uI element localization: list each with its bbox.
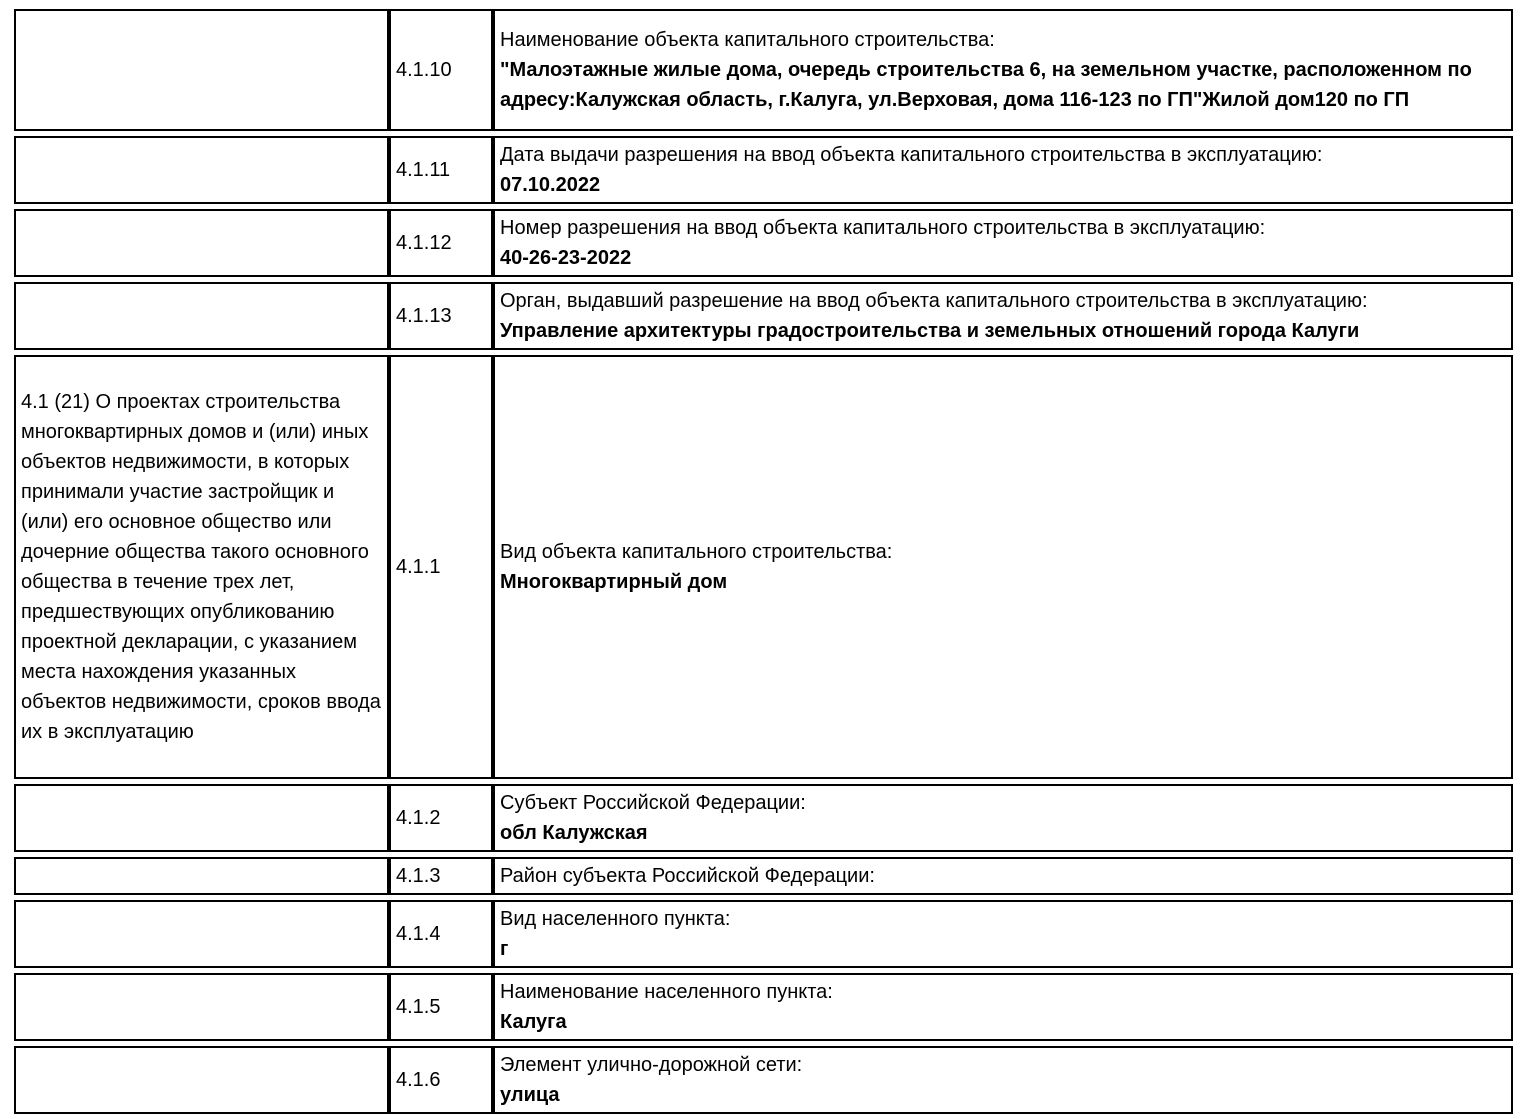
row-code: 4.1.1 (389, 355, 493, 779)
row-label: Район субъекта Российской Федерации: (500, 865, 875, 887)
row-content (493, 784, 1513, 852)
row-code: 4.1.2 (389, 784, 493, 852)
row-content (493, 282, 1513, 350)
table-row-4-1-3 (14, 857, 1513, 895)
row-code: 4.1.12 (389, 209, 493, 277)
row-label: Дата выдачи разрешения на ввод объекта капитального строительства в эксплуатацию: (500, 144, 1323, 166)
row-label: Вид населенного пункта: (500, 908, 731, 930)
project-declaration-table (14, 4, 1513, 1119)
row-code: 4.1.6 (389, 1046, 493, 1114)
empty-cell (14, 857, 389, 895)
row-code: 4.1.4 (389, 900, 493, 968)
row-label: Наименование объекта капитального строительства: (500, 29, 995, 51)
empty-cell (14, 973, 389, 1041)
row-label: Наименование населенного пункта: (500, 981, 833, 1003)
empty-cell (14, 900, 389, 968)
empty-cell (14, 9, 389, 131)
row-content (493, 973, 1513, 1041)
row-value: 40-26-23-2022 (500, 247, 632, 269)
row-content (493, 900, 1513, 968)
row-content (493, 857, 1513, 895)
table-row-4-1-4 (14, 900, 1513, 968)
row-value: Калуга (500, 1011, 567, 1033)
row-value: обл Калужская (500, 822, 648, 844)
table-row-4-1-6 (14, 1046, 1513, 1114)
row-label: Орган, выдавший разрешение на ввод объекта капитального строительства в эксплуатацию: (500, 290, 1368, 312)
row-value: улица (500, 1084, 560, 1106)
row-value: г (500, 938, 509, 960)
document-page (0, 4, 1529, 1106)
empty-cell (14, 136, 389, 204)
row-code: 4.1.5 (389, 973, 493, 1041)
table-row-4-1-2 (14, 784, 1513, 852)
row-code: 4.1.10 (389, 9, 493, 131)
table-row-4-1-12 (14, 209, 1513, 277)
empty-cell (14, 282, 389, 350)
empty-cell (14, 1046, 389, 1114)
row-content (493, 355, 1513, 779)
row-value: Управление архитектуры градостроительства и земельных отношений города Калуги (500, 320, 1360, 342)
table-row-4-1-5 (14, 973, 1513, 1041)
row-label: Субъект Российской Федерации: (500, 792, 806, 814)
row-content (493, 9, 1513, 131)
row-content (493, 209, 1513, 277)
empty-cell (14, 209, 389, 277)
table-row-4-1-10 (14, 9, 1513, 131)
row-code: 4.1.11 (389, 136, 493, 204)
empty-cell (14, 784, 389, 852)
table-row-4-1-11 (14, 136, 1513, 204)
row-value: 07.10.2022 (500, 174, 601, 196)
row-code: 4.1.13 (389, 282, 493, 350)
section-note-cell: 4.1 (21) О проектах строительства многоквартирных домов и (или) иных объектов недвижимости, в которых принимали участие застройщик и (или) его основное общество или дочерние общества такого основного общества в течение трех лет, предшествующих опубликованию проектной декларации, с указанием места нахождения указанных объектов недвижимости, сроков ввода их в эксплуатацию (14, 355, 389, 779)
row-code: 4.1.3 (389, 857, 493, 895)
table-row-4-1-13 (14, 282, 1513, 350)
row-label: Номер разрешения на ввод объекта капитального строительства в эксплуатацию: (500, 217, 1266, 239)
row-content (493, 136, 1513, 204)
row-value: "Малоэтажные жилые дома, очередь строительства 6, на земельном участке, расположенном по адресу:Калужская область, г.Калуга, ул.Верховая, дома 116-123 по ГП"Жилой дом120 по ГП (500, 59, 1472, 111)
table-row-4-1-1 (14, 355, 1513, 779)
row-label: Элемент улично-дорожной сети: (500, 1054, 803, 1076)
row-content (493, 1046, 1513, 1114)
row-label: Вид объекта капитального строительства: (500, 541, 893, 563)
row-value: Многоквартирный дом (500, 571, 728, 593)
